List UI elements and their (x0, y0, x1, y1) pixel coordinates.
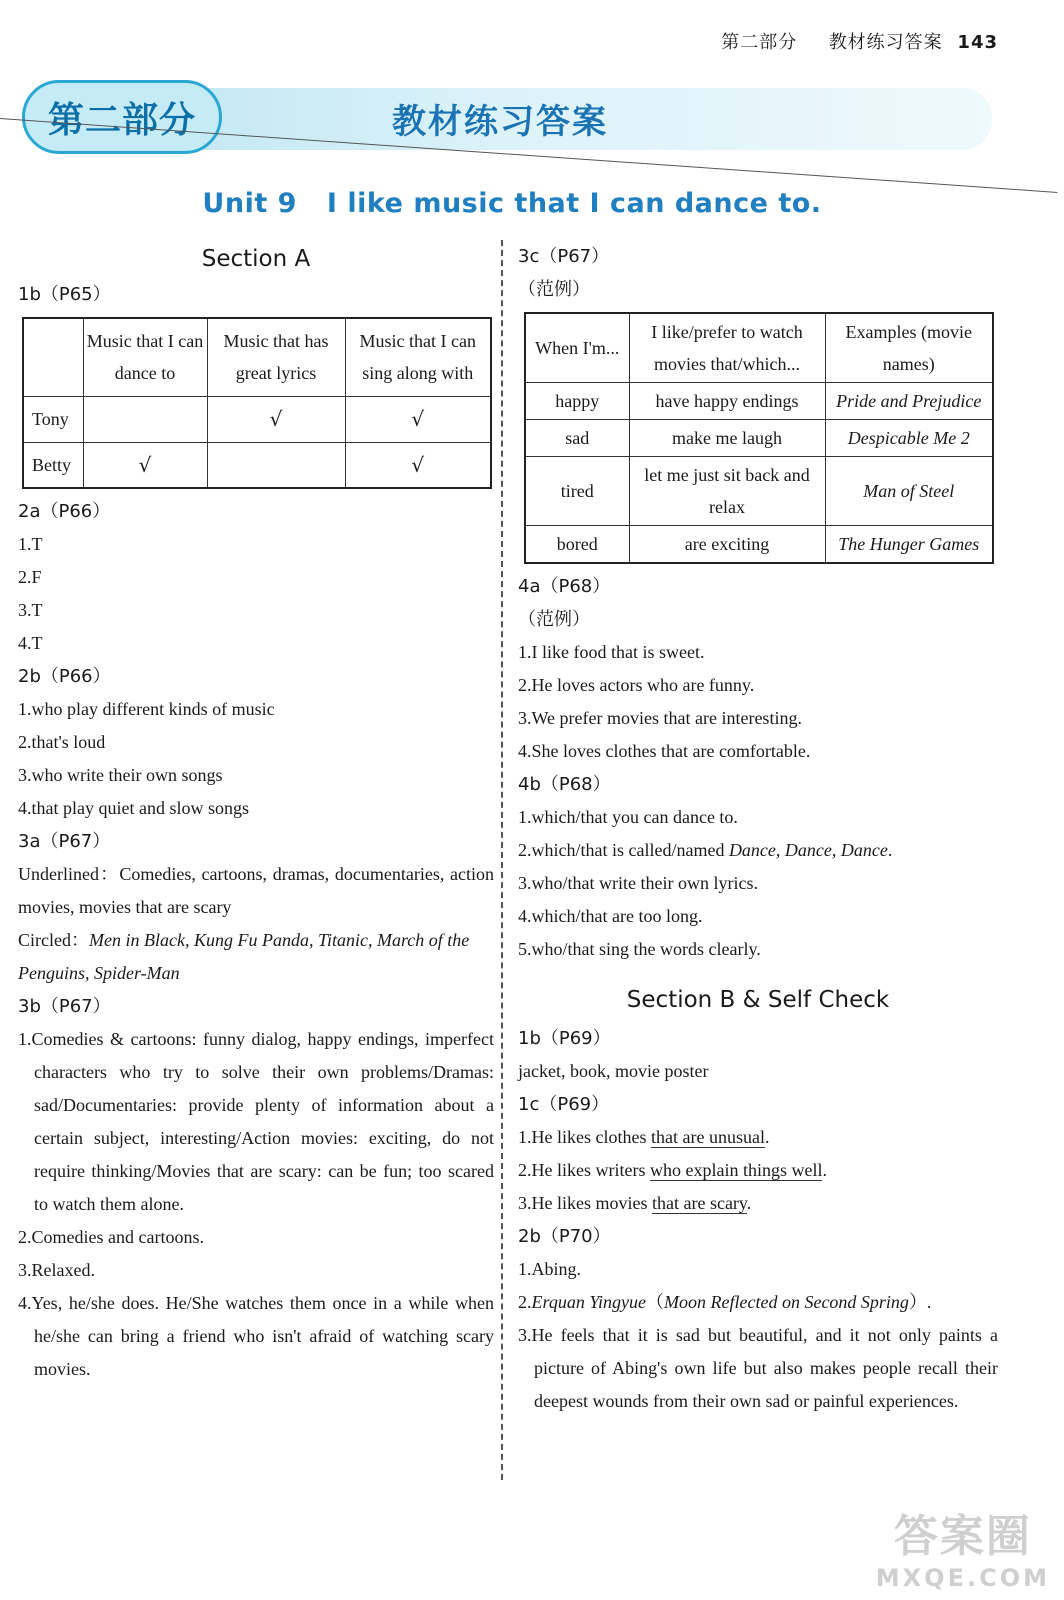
q3c-label: 3c（P67） (518, 246, 610, 267)
underlined-phrase: that are scary (651, 1193, 747, 1213)
answer-line: 4.which/that are too long. (518, 906, 703, 926)
table-row (525, 383, 993, 420)
answer-prefix: 2.He likes writers (518, 1160, 650, 1180)
movie-title: Man of Steel (863, 481, 955, 501)
table-cell: happy (525, 383, 629, 420)
unit-title (0, 188, 1064, 219)
answer-line: 1.Abing. (518, 1259, 581, 1279)
answer-line (518, 834, 998, 867)
answer-suffix: . (746, 1193, 752, 1213)
movie-title: Pride and Prejudice (836, 391, 982, 411)
q2b-label: 2b（P66） (18, 666, 111, 687)
table-header-cell: Music that has great lyrics (207, 318, 345, 396)
answer-line (518, 1121, 998, 1154)
table-cell (825, 420, 993, 457)
table-cell (825, 383, 993, 420)
q4a-label: 4a（P68） (518, 576, 611, 597)
underlined-answer (18, 858, 494, 924)
q4a-note: （范例） (518, 609, 590, 630)
answer-line (518, 1286, 998, 1319)
table-cell: Betty (23, 442, 83, 488)
answer-line: 2.F (18, 567, 42, 587)
table-row (23, 442, 491, 488)
watermark-line2: MXQE.COM (875, 1564, 1050, 1592)
table-cell: √ (345, 396, 491, 442)
answer-line: 4.T (18, 633, 43, 653)
answer-paragraph: 1.Comedies & cartoons: funny dialog, happy endings, imperfect characters who try to solve their own problems/Dramas: sad/Documentaries: provide plenty of information about a certain subject, interesting/Action movies: exciting, do not require thinking/Movies that are scary: can be fun; too scared to watch them alone. (18, 1029, 494, 1214)
table-header-cell: Music that I can sing along with (345, 318, 491, 396)
paren-open: （ (646, 1292, 664, 1312)
answer-line (518, 1154, 998, 1187)
music-title: Erquan Yingyue (531, 1292, 646, 1312)
movie-title: The Hunger Games (838, 534, 980, 554)
banner-part-label: 第二部分 (47, 99, 196, 141)
answer-line: 3.Relaxed. (18, 1260, 95, 1280)
circled-answer (18, 924, 494, 990)
answer-suffix: . (887, 840, 893, 860)
answer-prefix: 2. (518, 1292, 532, 1312)
circled-text: Men in Black, Kung Fu Panda, Titanic, March of the Penguins, Spider-Man (18, 930, 470, 983)
answer-line (518, 1187, 998, 1220)
table-cell: have happy endings (629, 383, 825, 420)
q3a-label: 3a（P67） (18, 831, 111, 852)
underlined-phrase: who explain things well (649, 1160, 823, 1180)
table-cell: are exciting (629, 526, 825, 564)
answer-prefix: 3.He likes movies (518, 1193, 652, 1213)
table-header-row (23, 318, 491, 396)
section-a-heading: Section A (201, 246, 311, 272)
answer-line: 3.who write their own songs (18, 765, 223, 785)
table-cell (825, 457, 993, 526)
q1c-label: 1c（P69） (518, 1094, 610, 1115)
music-preference-table (22, 317, 492, 489)
q2a-label: 2a（P66） (18, 501, 111, 522)
table-row (525, 457, 993, 526)
table-header-cell (23, 318, 83, 396)
answer-suffix: . (822, 1160, 827, 1180)
banner-part-badge (22, 80, 222, 154)
song-title: Dance, Dance, Dance (728, 840, 888, 860)
header-subject: 教材练习答案 (828, 32, 943, 53)
table-cell: √ (345, 442, 491, 488)
q2b-label: 2b（P70） (518, 1226, 611, 1247)
watermark-line1: 答案圈 (893, 1511, 1032, 1562)
left-column (18, 240, 494, 1386)
table-cell (207, 442, 345, 488)
answer-paragraph: 4.Yes, he/she does. He/She watches them once in a while when he/she can bring a friend who isn't afraid of watching scary movies. (18, 1293, 494, 1379)
answer-line: 2.that's loud (18, 732, 106, 752)
table-row (525, 526, 993, 564)
unit-number: Unit 9 (202, 188, 297, 219)
table-cell: make me laugh (629, 420, 825, 457)
answer-suffix: . (764, 1127, 770, 1147)
table-header-cell: Examples (movie names) (825, 313, 993, 383)
header-section: 第二部分 (721, 32, 798, 53)
table-row (23, 396, 491, 442)
table-header-cell: I like/prefer to watch movies that/which... (629, 313, 825, 383)
answer-line: jacket, book, movie poster (518, 1061, 709, 1081)
answer-line: 2.He loves actors who are funny. (518, 675, 755, 695)
circled-label: Circled： (18, 930, 89, 950)
watermark (876, 1500, 1050, 1592)
underlined-text: Comedies, cartoons, dramas, documentaries, action movies, movies that are scary (18, 864, 494, 917)
music-title-english: Moon Reflected on Second Spring (664, 1292, 909, 1312)
table-header-row (525, 313, 993, 383)
q3c-note: （范例） (518, 279, 590, 300)
answer-line: 3.who/that write their own lyrics. (518, 873, 758, 893)
table-cell: √ (207, 396, 345, 442)
table-row (525, 420, 993, 457)
table-header-cell: When I'm... (525, 313, 629, 383)
answer-line: 4.She loves clothes that are comfortable. (518, 741, 811, 761)
q4b-label: 4b（P68） (518, 774, 611, 795)
answer-line: 1.who play different kinds of music (18, 699, 275, 719)
running-header (721, 28, 998, 54)
answer-line: 4.that play quiet and slow songs (18, 798, 249, 818)
column-divider (501, 240, 503, 1480)
answer-line: 1.T (18, 534, 43, 554)
answer-paragraph: 3.He feels that it is sad but beautiful, and it not only paints a picture of Abing's own life but also makes people recall their deepest wounds from their own sad or painful experiences. (518, 1325, 998, 1411)
underlined-phrase: that are unusual (650, 1127, 765, 1147)
unit-name: I like music that I can dance to. (326, 188, 822, 219)
table-cell: tired (525, 457, 629, 526)
chapter-banner (22, 80, 994, 154)
underlined-label: Underlined： (18, 864, 120, 884)
banner-title: 教材练习答案 (392, 102, 608, 142)
right-column (518, 240, 998, 1418)
table-cell (83, 396, 207, 442)
answer-line: 1.which/that you can dance to. (518, 807, 738, 827)
answer-prefix: 1.He likes clothes (518, 1127, 651, 1147)
answer-line: 1.I like food that is sweet. (518, 642, 705, 662)
table-cell: bored (525, 526, 629, 564)
section-b-heading: Section B & Self Check (626, 987, 890, 1013)
movie-title: Despicable Me 2 (847, 428, 970, 448)
table-cell: √ (83, 442, 207, 488)
page-number: 143 (957, 32, 998, 53)
movie-preference-table (524, 312, 994, 564)
table-cell: Tony (23, 396, 83, 442)
table-header-cell: Music that I can dance to (83, 318, 207, 396)
answer-line: 3.T (18, 600, 43, 620)
paren-close: ）. (908, 1292, 932, 1312)
q1b-label: 1b（P65） (18, 284, 111, 305)
table-cell: sad (525, 420, 629, 457)
table-cell (825, 526, 993, 564)
q1b-label: 1b（P69） (518, 1028, 611, 1049)
answer-line: 2.Comedies and cartoons. (18, 1227, 204, 1247)
answer-line: 3.We prefer movies that are interesting. (518, 708, 802, 728)
q3b-label: 3b（P67） (18, 996, 111, 1017)
answer-prefix: 2.which/that is called/named (518, 840, 729, 860)
answer-line: 5.who/that sing the words clearly. (518, 939, 761, 959)
table-cell: let me just sit back and relax (629, 457, 825, 526)
